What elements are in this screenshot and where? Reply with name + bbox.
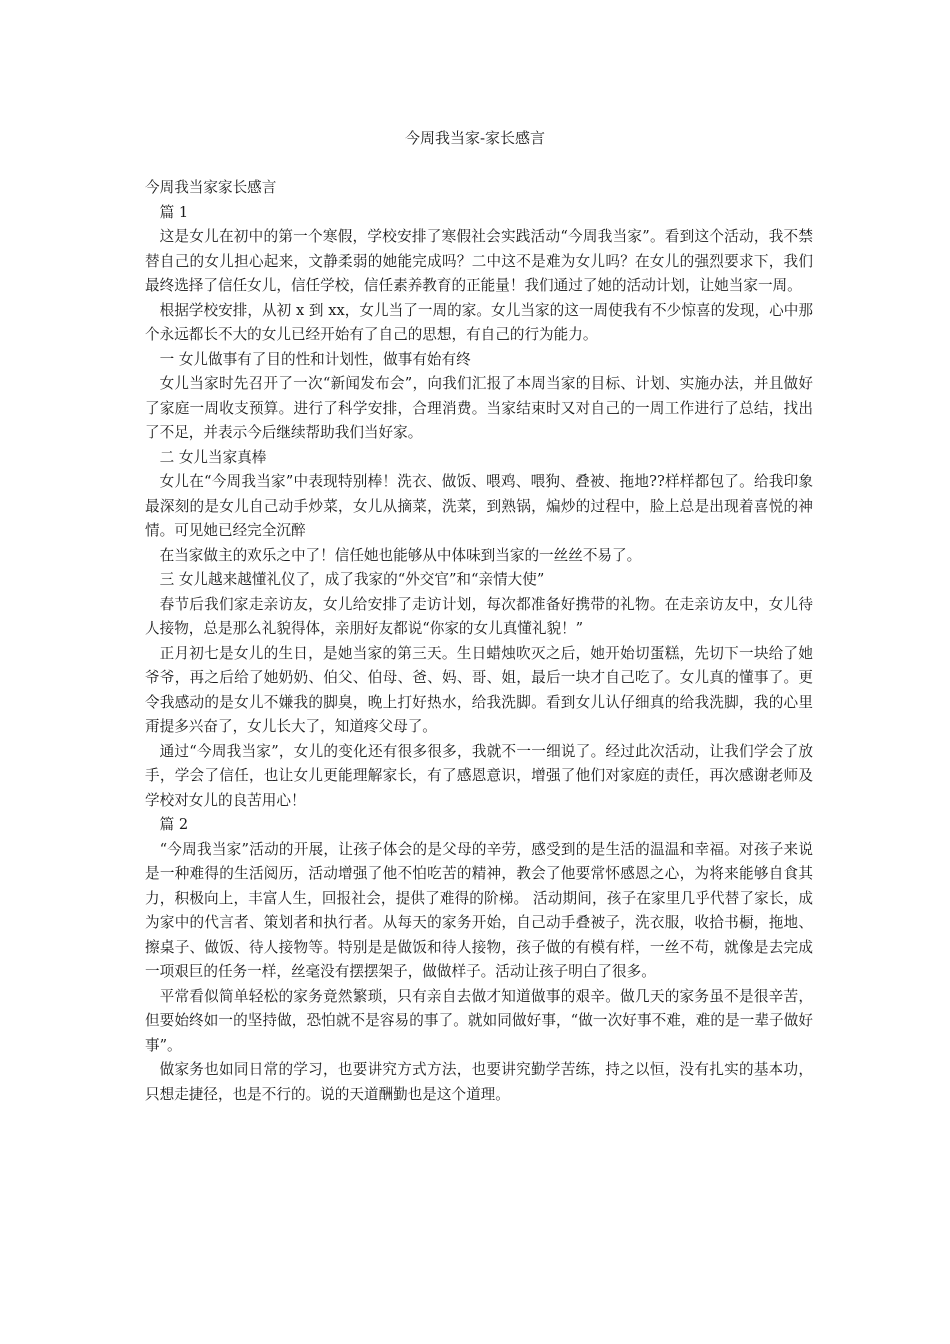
paragraph: 二 女儿当家真棒 (159, 448, 267, 466)
paragraph: 这是女儿在初中的第一个寒假，学校安排了寒假社会实践活动“今周我当家”。看到这个活动，我不禁替自己的女儿担心起来，文静柔弱的她能完成吗？二中这不是难为女儿吗？在女儿的强烈要求下，我们最终选择了信任女儿，信任学校，信任素养教育的正能量！我们通过了她的活动计划，让她当家一周。 (145, 228, 813, 294)
paragraph: 三 女儿越来越懂礼仪了，成了我家的“外交官”和“亲情大使” (159, 571, 545, 588)
paragraph: 春节后我们家走亲访友，女儿给安排了走访计划，每次都准备好携带的礼物。在走亲访友中，女儿待人接物，总是那么礼貌得体，亲朋好友都说“你家的女儿真懂礼貌！” (145, 595, 813, 637)
paragraph: 女儿当家时先召开了一次“新闻发布会”，向我们汇报了本周当家的目标、计划、实施办法，并且做好了家庭一周收支预算。进行了科学安排，合理消费。当家结束时又对自己的一周工作进行了总结，找出了不足，并表示今后继续帮助我们当好家。 (145, 375, 813, 441)
document-body (145, 176, 813, 1107)
paragraph: 根据学校安排，从初 x 到 xx，女儿当了一周的家。女儿当家的这一周使我有不少惊喜的发现，心中那个永远都长不大的女儿已经开始有了自己的思想，有自己的行为能力。 (145, 301, 813, 343)
paragraph: 做家务也如同日常的学习，也要讲究方式方法，也要讲究勤学苦练，持之以恒，没有扎实的基本功，只想走捷径，也是不行的。说的天道酬勤也是这个道理。 (145, 1061, 813, 1103)
paragraph: 平常看似简单轻松的家务竟然繁琐，只有亲自去做才知道做事的艰辛。做几天的家务虽不是很辛苦，但要始终如一的坚持做，恐怕就不是容易的事了。就如同做好事，“做一次好事不难，难的是一辈子做好事”。 (145, 987, 813, 1054)
document-title: 今周我当家-家长感言 (404, 129, 546, 147)
paragraph: 女儿在“今周我当家”中表现特别棒！洗衣、做饭、喂鸡、喂狗、叠被、拖地??样样都包了。给我印象最深刻的是女儿自己动手炒菜，女儿从摘菜，洗菜，到熟锅，煸炒的过程中，脸上总是出现着喜悦的神情。可见她已经完全沉醉 (145, 473, 813, 539)
paragraph: 今周我当家家长感言 (145, 179, 277, 196)
paragraph: 正月初七是女儿的生日，是她当家的第三天。生日蜡烛吹灭之后，她开始切蛋糕，先切下一块给了她爷爷，再之后给了她奶奶、伯父、伯母、爸、妈、哥、姐，最后一块才自己吃了。女儿真的懂事了。更令我感动的是女儿不嫌我的脚臭，晚上打好热水，给我洗脚。看到女儿认仔细真的给我洗脚，我的心里甭提多兴奋了，女儿长大了，知道疼父母了。 (145, 644, 813, 735)
paragraph: 一 女儿做事有了目的性和计划性，做事有始有终 (159, 350, 471, 368)
paragraph: 篇 1 (159, 203, 189, 221)
paragraph: 篇 2 (159, 816, 189, 833)
paragraph: 在当家做主的欢乐之中了！信任她也能够从中体味到当家的一丝丝不易了。 (159, 546, 642, 564)
paragraph: “今周我当家”活动的开展，让孩子体会的是父母的辛劳，感受到的是生活的温温和幸福。对孩子来说是一种难得的生活阅历，活动增强了他不怕吃苦的精神，教会了他要常怀感恩之心，为将来能够自食其力，积极向上，丰富人生，回报社会，提供了难得的阶梯。 活动期间，孩子在家里几乎代替了家长，成为家中的代言者、策划者和执行者。从每天的家务开始，自己动手叠被子，洗衣服，收拾书橱，拖地、擦桌子、做饭、待人接物等。特别是是做饭和待人接物，孩子做的有模有样，一丝不苟，就像是去完成一项艰巨的任务一样，丝毫没有摆摆架子，做做样子。活动让孩子明白了很多。 (145, 840, 813, 980)
paragraph: 通过“今周我当家”，女儿的变化还有很多很多，我就不一一细说了。经过此次活动，让我们学会了放手，学会了信任，也让女儿更能理解家长，有了感恩意识，增强了他们对家庭的责任，再次感谢老师及学校对女儿的良苦用心！ (145, 742, 813, 809)
